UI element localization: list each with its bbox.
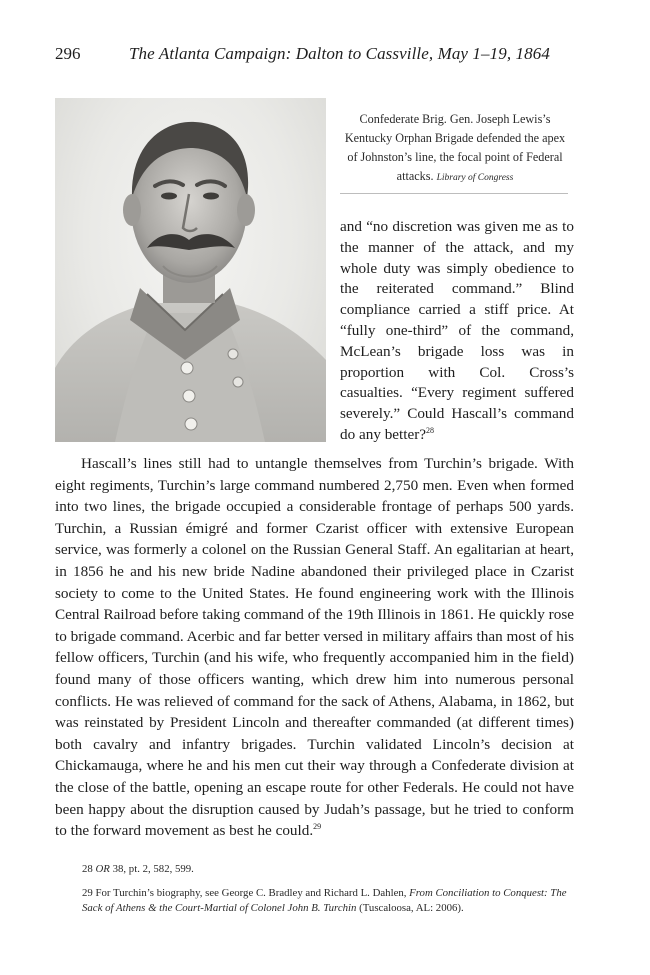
footnotes: [82, 862, 572, 925]
main-paragraph-text: Hascall’s lines still had to untangle themselves from Turchin’s brigade. With eight regiments, Turchin’s large command numbered 2,750 men. Even when formed into two lines, the brigade occupied a considerable frontage of perhaps 500 yards. Turchin, a Russian émigré and former Czarist officer with extensive European service, was formerly a colonel on the Russian General Staff. An egalitarian at heart, in 1856 he and his new bride Nadine abandoned their privileged place in Czarist society to come to the United States. He found engineering work with the Illinois Central Railroad before taking command of the 19th Illinois in 1861. He quickly rose to brigade command. Acerbic and far better versed in military affairs than most of his fellow officers, Turchin (and his wife, who frequently accompanied him in the field) found many of those officers wanting, which drew him into numerous personal conflicts. He was relieved of command for the sack of Athens, Alabama, in 1862, but was reinstated by President Lincoln and thereafter commanded (at different times) both cavalry and infantry brigades. Turchin validated Lincoln’s decision at Chickamauga, where he and his men cut their way through a Confederate division at the close of the battle, opening an escape route for other Federals. He could not have been happy about the disruption caused by Judah’s passage, but he tried to conform to the forward movement as best he could.: [55, 455, 574, 840]
footnote-ref-28[interactable]: 28: [426, 425, 435, 435]
footnote-ref-29[interactable]: 29: [313, 822, 322, 832]
caption-credit: Library of Congress: [436, 173, 514, 183]
footnote-source: OR: [95, 863, 110, 875]
footnote-publication: (Tuscaloosa, AL: 2006).: [359, 902, 464, 914]
main-paragraph: [55, 453, 574, 842]
portrait-photograph: [55, 98, 326, 442]
caption-text: Confederate Brig. Gen. Joseph Lewis’s Kentucky Orphan Brigade defended the apex of Johnston’s line, the focal point of Federal attacks.: [344, 112, 566, 183]
footnote-29: [82, 886, 572, 917]
page-number: 296: [55, 44, 81, 63]
footnote-number: 28: [82, 863, 93, 875]
footnote-28: [82, 862, 572, 878]
side-paragraph-text: and “no discretion was given me as to the manner of the attack, and my whole duty was simply obedience to the reiterated command.” Blind compliance carried a stiff price. At “fully one-third” of the command, McLean’s brigade loss was in proportion with Col. Cross’s casualties. “Every regiment suffered severely.” Could Hascall’s command do any better?: [340, 218, 574, 443]
footnote-text: For Turchin’s biography, see George C. Bradley and Richard L. Dahlen,: [95, 886, 407, 899]
figure-caption: [340, 110, 570, 188]
footnote-book-title: From Conciliation to Conquest: The Sack of Athens & the Court-Martial of Colonel John B. Turchin: [82, 886, 567, 914]
page-header: [55, 44, 595, 68]
running-title: The Atlanta Campaign: Dalton to Cassville, May 1–19, 1864: [129, 44, 550, 63]
footnote-number: 29: [82, 886, 93, 899]
side-paragraph: [340, 217, 574, 446]
caption-divider: [340, 193, 568, 194]
footnote-text: 38, pt. 2, 582, 599.: [112, 863, 194, 875]
